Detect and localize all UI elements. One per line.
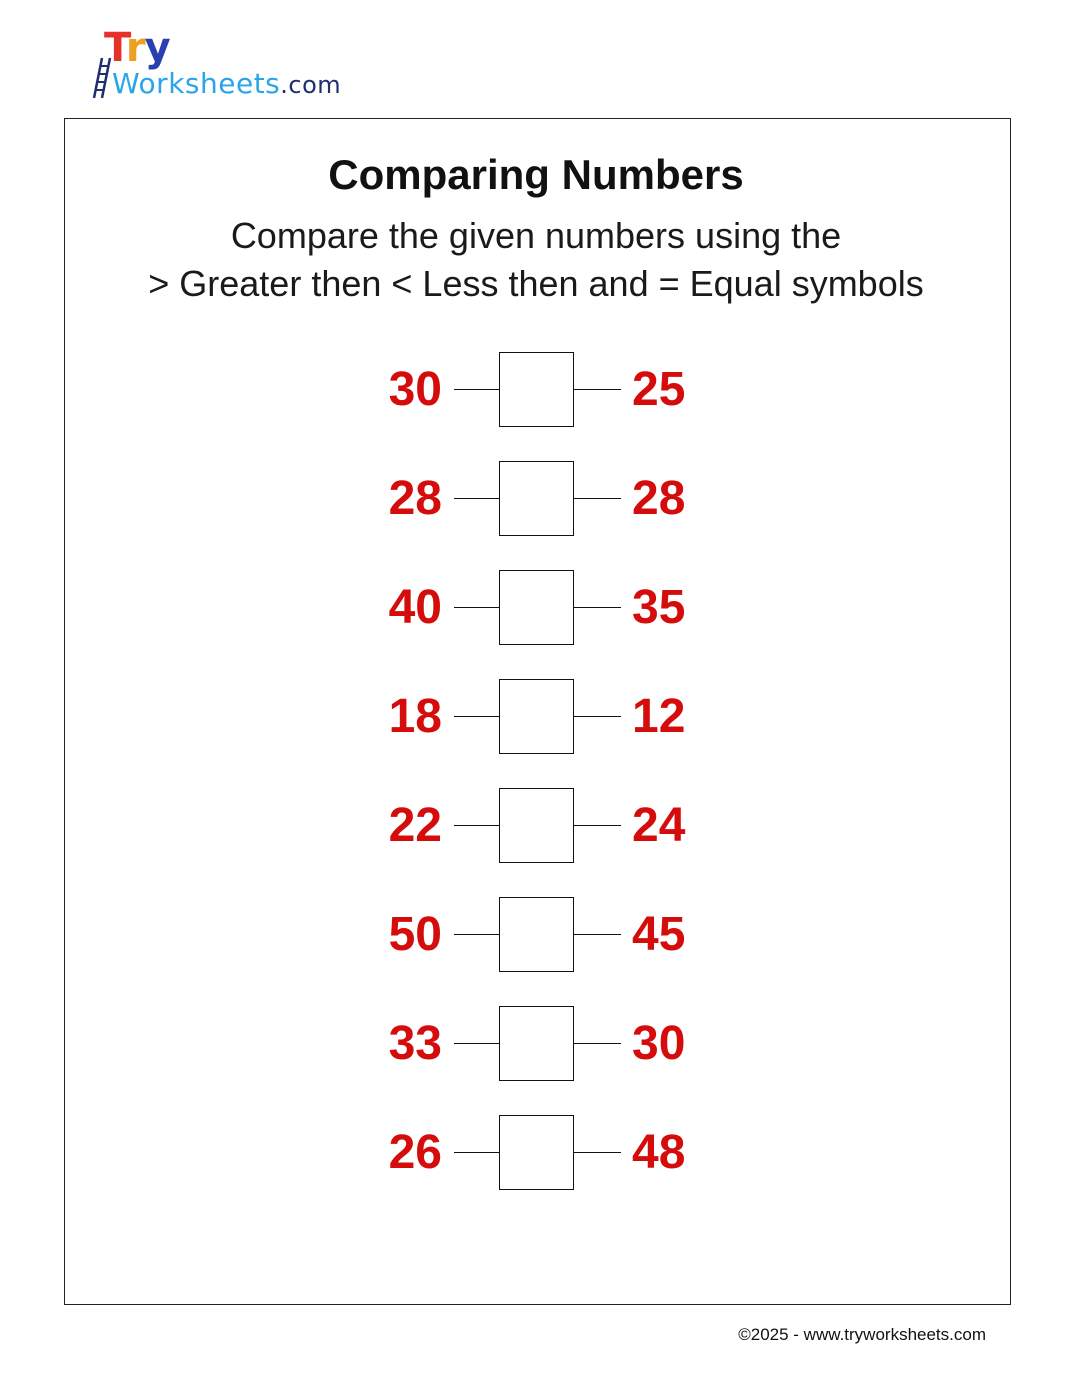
logo-com: .com (280, 71, 342, 99)
right-number: 48 (632, 1126, 686, 1179)
answer-box[interactable] (499, 679, 574, 754)
logo-letter-t: T (104, 25, 126, 71)
left-number: 22 (388, 799, 442, 852)
connector-line (574, 1043, 621, 1044)
connector-line (454, 1043, 499, 1044)
answer-box[interactable] (499, 788, 574, 863)
connector-line (454, 1152, 499, 1153)
problem-row (0, 897, 1072, 972)
right-number: 12 (632, 690, 686, 743)
right-number: 25 (632, 363, 686, 416)
right-number: 24 (632, 799, 686, 852)
connector-line (454, 498, 499, 499)
copyright-footer: ©2025 - www.tryworksheets.com (738, 1325, 986, 1344)
logo-letter-y: y (144, 25, 170, 71)
logo-letter-r: r (125, 25, 145, 71)
problem-row (0, 352, 1072, 427)
answer-box[interactable] (499, 1006, 574, 1081)
logo-try-text (104, 25, 170, 71)
problem-row (0, 679, 1072, 754)
connector-line (454, 607, 499, 608)
answer-box[interactable] (499, 461, 574, 536)
logo-worksheets-text (112, 67, 342, 100)
connector-line (454, 934, 499, 935)
instructions-line-1: Compare the given numbers using the (230, 215, 842, 256)
problem-list (0, 352, 1072, 1224)
right-number: 35 (632, 581, 686, 634)
connector-line (574, 1152, 621, 1153)
page-title: Comparing Numbers (328, 151, 744, 198)
problem-row (0, 1115, 1072, 1190)
right-number: 28 (632, 472, 686, 525)
left-number: 30 (388, 363, 442, 416)
connector-line (454, 825, 499, 826)
problem-row (0, 1006, 1072, 1081)
connector-line (574, 825, 621, 826)
left-number: 28 (388, 472, 442, 525)
connector-line (454, 389, 499, 390)
connector-line (454, 716, 499, 717)
problem-row (0, 570, 1072, 645)
right-number: 45 (632, 908, 686, 961)
connector-line (574, 389, 621, 390)
site-logo (88, 25, 348, 108)
left-number: 50 (388, 908, 442, 961)
answer-box[interactable] (499, 897, 574, 972)
left-number: 18 (388, 690, 442, 743)
answer-box[interactable] (499, 1115, 574, 1190)
connector-line (574, 934, 621, 935)
right-number: 30 (632, 1017, 686, 1070)
left-number: 40 (388, 581, 442, 634)
instructions-line-2: > Greater then < Less then and = Equal symbols (148, 263, 924, 304)
answer-box[interactable] (499, 570, 574, 645)
left-number: 26 (388, 1126, 442, 1179)
left-number: 33 (388, 1017, 442, 1070)
problem-row (0, 788, 1072, 863)
problem-row (0, 461, 1072, 536)
logo-worksheets: Worksheets (112, 67, 281, 100)
connector-line (574, 498, 621, 499)
answer-box[interactable] (499, 352, 574, 427)
connector-line (574, 607, 621, 608)
connector-line (574, 716, 621, 717)
